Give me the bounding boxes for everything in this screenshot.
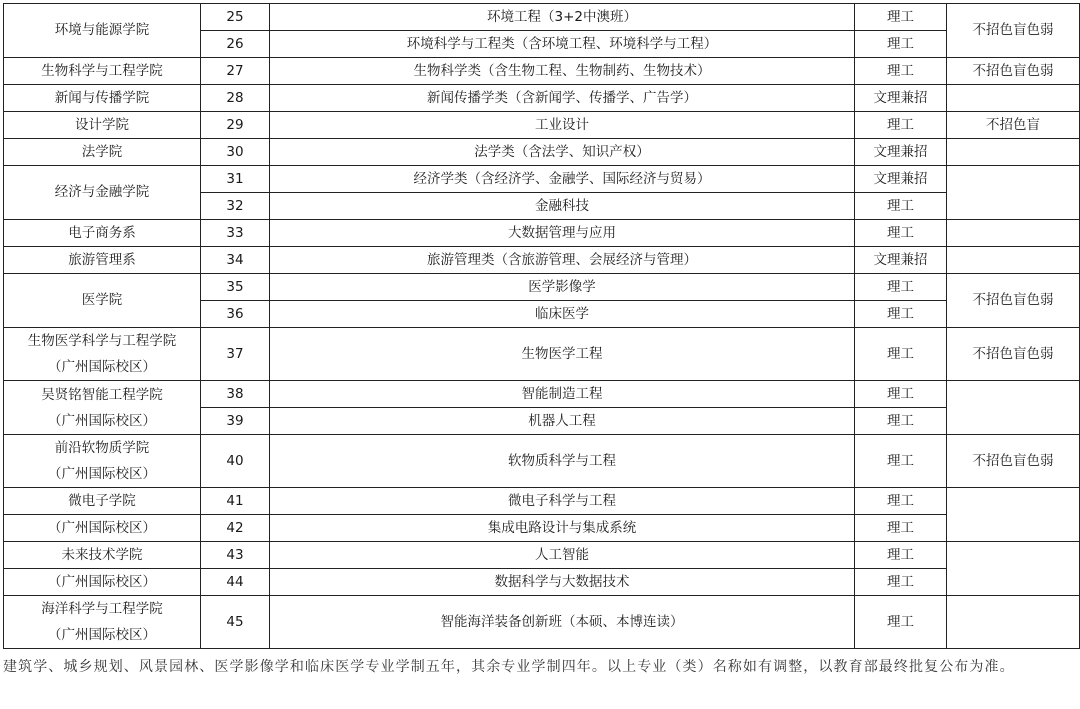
major-name: 经济学类（含经济学、金融学、国际经济与贸易） xyxy=(270,166,855,193)
subject-category: 理工 xyxy=(855,381,947,408)
subject-category: 理工 xyxy=(855,274,947,301)
table-row xyxy=(4,166,1080,193)
major-number: 32 xyxy=(201,193,270,220)
major-name: 智能海洋装备创新班（本硕、本博连读） xyxy=(270,596,855,649)
school-cell: 旅游管理系 xyxy=(4,247,201,274)
major-number: 31 xyxy=(201,166,270,193)
table-row xyxy=(4,569,1080,596)
major-number: 33 xyxy=(201,220,270,247)
campus-label: （广州国际校区） xyxy=(48,359,156,375)
table-row xyxy=(4,515,1080,542)
subject-category: 文理兼招 xyxy=(855,85,947,112)
table-row xyxy=(4,274,1080,301)
school-name: 前沿软物质学院 xyxy=(54,440,150,456)
major-number: 28 xyxy=(201,85,270,112)
major-number: 36 xyxy=(201,301,270,328)
table-row xyxy=(4,85,1080,112)
table-row xyxy=(4,247,1080,274)
table-row xyxy=(4,220,1080,247)
major-name: 旅游管理类（含旅游管理、会展经济与管理） xyxy=(270,247,855,274)
restriction-note: 不招色盲色弱 xyxy=(947,328,1080,381)
table-row xyxy=(4,542,1080,569)
major-number: 43 xyxy=(201,542,270,569)
major-name: 机器人工程 xyxy=(270,408,855,435)
restriction-note: 不招色盲 xyxy=(947,112,1080,139)
major-name: 环境科学与工程类（含环境工程、环境科学与工程） xyxy=(270,31,855,58)
major-name: 智能制造工程 xyxy=(270,381,855,408)
subject-category: 理工 xyxy=(855,569,947,596)
major-name: 人工智能 xyxy=(270,542,855,569)
table-row xyxy=(4,328,1080,381)
subject-category: 理工 xyxy=(855,435,947,488)
enrollment-table xyxy=(3,3,1080,649)
major-number: 25 xyxy=(201,4,270,31)
major-name: 大数据管理与应用 xyxy=(270,220,855,247)
major-number: 30 xyxy=(201,139,270,166)
subject-category: 理工 xyxy=(855,542,947,569)
subject-category: 文理兼招 xyxy=(855,139,947,166)
major-name: 软物质科学与工程 xyxy=(270,435,855,488)
table-row xyxy=(4,4,1080,31)
major-name: 新闻传播学类（含新闻学、传播学、广告学） xyxy=(270,85,855,112)
school-cell: 未来技术学院 xyxy=(4,542,201,569)
major-name: 数据科学与大数据技术 xyxy=(270,569,855,596)
school-cell: 环境与能源学院 xyxy=(4,4,201,58)
subject-category: 理工 xyxy=(855,328,947,381)
major-number: 40 xyxy=(201,435,270,488)
school-cell: 微电子学院 xyxy=(4,488,201,515)
major-name: 临床医学 xyxy=(270,301,855,328)
campus-label: （广州国际校区） xyxy=(48,412,156,429)
restriction-note: 不招色盲色弱 xyxy=(947,274,1080,328)
school-name: 生物医学科学与工程学院 xyxy=(27,333,177,349)
subject-category: 理工 xyxy=(855,112,947,139)
major-name: 集成电路设计与集成系统 xyxy=(270,515,855,542)
school-cell: （广州国际校区） xyxy=(4,569,201,596)
restriction-note: 不招色盲色弱 xyxy=(947,4,1080,58)
school-cell: 生物科学与工程学院 xyxy=(4,58,201,85)
campus-label: （广州国际校区） xyxy=(48,466,156,482)
major-number: 29 xyxy=(201,112,270,139)
school-cell: 法学院 xyxy=(4,139,201,166)
footer-note: 建筑学、城乡规划、风景园林、医学影像学和临床医学专业学制五年，其余专业学制四年。以上专业（类）名称如有调整，以教育部最终批复公布为准。 xyxy=(3,659,1015,675)
major-number: 34 xyxy=(201,247,270,274)
table-row xyxy=(4,139,1080,166)
school-cell xyxy=(4,381,201,435)
school-cell: 电子商务系 xyxy=(4,220,201,247)
school-cell: 经济与金融学院 xyxy=(4,166,201,220)
subject-category: 理工 xyxy=(855,193,947,220)
school-cell xyxy=(4,328,201,381)
table-row xyxy=(4,58,1080,85)
major-name: 金融科技 xyxy=(270,193,855,220)
table-row xyxy=(4,381,1080,408)
major-name: 法学类（含法学、知识产权） xyxy=(270,139,855,166)
subject-category: 理工 xyxy=(855,301,947,328)
major-number: 35 xyxy=(201,274,270,301)
subject-category: 理工 xyxy=(855,220,947,247)
major-name: 微电子科学与工程 xyxy=(270,488,855,515)
major-number: 45 xyxy=(201,596,270,649)
subject-category: 文理兼招 xyxy=(855,247,947,274)
major-name: 生物医学工程 xyxy=(270,328,855,381)
major-number: 27 xyxy=(201,58,270,85)
subject-category: 理工 xyxy=(855,408,947,435)
restriction-note-empty xyxy=(947,488,1080,542)
table-row xyxy=(4,435,1080,488)
restriction-note-empty xyxy=(947,166,1080,220)
major-number: 37 xyxy=(201,328,270,381)
major-number: 42 xyxy=(201,515,270,542)
restriction-note-empty xyxy=(947,596,1080,649)
school-cell: 设计学院 xyxy=(4,112,201,139)
restriction-note: 不招色盲色弱 xyxy=(947,58,1080,85)
restriction-note-empty xyxy=(947,139,1080,166)
major-name: 工业设计 xyxy=(270,112,855,139)
school-name: 海洋科学与工程学院 xyxy=(41,601,163,617)
major-name: 环境工程（3+2中澳班） xyxy=(270,4,855,31)
subject-category: 理工 xyxy=(855,488,947,515)
school-cell: （广州国际校区） xyxy=(4,515,201,542)
restriction-note-empty xyxy=(947,542,1080,596)
subject-category: 理工 xyxy=(855,31,947,58)
campus-label: （广州国际校区） xyxy=(48,627,156,643)
school-cell xyxy=(4,435,201,488)
table-row xyxy=(4,488,1080,515)
school-cell: 医学院 xyxy=(4,274,201,328)
subject-category: 文理兼招 xyxy=(855,166,947,193)
subject-category: 理工 xyxy=(855,58,947,85)
subject-category: 理工 xyxy=(855,4,947,31)
restriction-note: 不招色盲色弱 xyxy=(947,435,1080,488)
subject-category: 理工 xyxy=(855,515,947,542)
table-row xyxy=(4,596,1080,649)
subject-category: 理工 xyxy=(855,596,947,649)
restriction-note-empty xyxy=(947,85,1080,112)
restriction-note-empty xyxy=(947,220,1080,247)
major-number: 39 xyxy=(201,408,270,435)
major-name: 生物科学类（含生物工程、生物制药、生物技术） xyxy=(270,58,855,85)
major-number: 38 xyxy=(201,381,270,408)
restriction-note-empty xyxy=(947,381,1080,435)
major-number: 41 xyxy=(201,488,270,515)
school-cell xyxy=(4,596,201,649)
major-number: 26 xyxy=(201,31,270,58)
school-name: 吴贤铭智能工程学院 xyxy=(41,386,163,403)
major-number: 44 xyxy=(201,569,270,596)
school-cell: 新闻与传播学院 xyxy=(4,85,201,112)
major-name: 医学影像学 xyxy=(270,274,855,301)
table-row xyxy=(4,112,1080,139)
restriction-note-empty xyxy=(947,247,1080,274)
